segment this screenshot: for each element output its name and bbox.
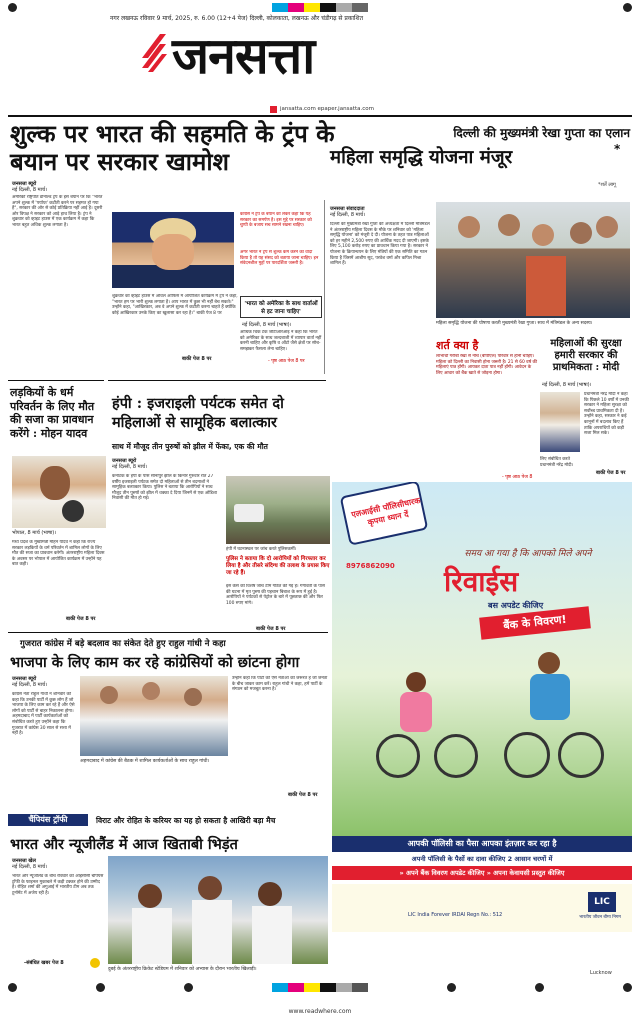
- mp-rule: [8, 380, 104, 381]
- ad-notice-pill: एलआईसी पॉलिसीधारक कृपया ध्यान दें: [350, 495, 422, 528]
- hampi-byline: जनसत्ता ब्यूरो: [112, 458, 137, 464]
- lead-headline: शुल्क पर भारत की सहमति के ट्रंप के बयान पर सरकार खामोश: [10, 119, 335, 176]
- ad-banner: आपकी पॉलिसी का पैसा आपका इंतज़ार कर रहा है: [332, 836, 632, 852]
- ad-phone[interactable]: 8976862090: [346, 562, 395, 570]
- cricket-body: भारत और न्यूजीलैंड के बीच रविवार को आईसीसी चैंपियंस ट्रॉफी के फाइनल मुकाबले में कड़ी टक्कर होने की उम्मीद है। रोहित शर्मा की अगुआई में भारतीय टीम अब तक टूर्नामेंट में अजेय रही है।: [12, 874, 104, 896]
- gujarat-caption: अहमदाबाद में कांग्रेस की बैठक में शामिल कार्यकर्ताओं के साथ राहुल गांधी।: [80, 759, 210, 764]
- masthead-rule: [8, 115, 632, 117]
- cricket-kicker: विराट और रोहित के करियर का यह हो सकता है आखिरी बड़ा मैच: [96, 816, 276, 825]
- column-rule: [324, 200, 325, 374]
- gujarat-body2: उन्होंने कहा कि पार्टी को ऐसे नेताओं की जरूरत है जो जनता के बीच जाकर काम करें। राहुल गांधी ने कहा, हमें पार्टी के संगठन को मजबूत करना है।: [232, 676, 328, 693]
- ad-footer-panel: [332, 884, 632, 932]
- ad-ribbon-1: बस अपडेट कीजिए: [488, 601, 544, 610]
- cricket-tag: चैंपियंस ट्रॉफी: [8, 814, 88, 826]
- conditions-more: - पृष्ठ आठ पेज 8: [502, 475, 533, 480]
- lead-body-col1: अमेरिकी राष्ट्रपति डोनाल्ड ट्रंप के इस बयान पर कि "भारत अपने शुल्क में 'पर्याप्त' कटौती करने पर सहमत हो गया है", सरकार की ओर से कोई प्रतिक्रिया नहीं आई है। दूसरी ओर विपक्ष ने सरकार को आड़े हाथ लिया है। ट्रंप ने शुक्रवार को व्हाइट हाउस में एक कार्यक्रम में कहा कि भारत बहुत अधिक शुल्क लगाता है।: [12, 195, 103, 228]
- hampi-body: कर्नाटक के हंपी के पास सानापुर झील के किनारे गुरुवार रात 27 वर्षीय इजराइली पर्यटक समेत दो महिलाओं से तीन बदमाशों ने सामूहिक बलात्कार किया। पुलिस ने बताया कि आरोपियों ने साथ मौजूद तीन पुरुषों को झील में धक्का दे दिया जिनमें से एक ओडिशा निवासी की मौत हो गई।: [112, 474, 217, 502]
- cricket-photo: [108, 856, 328, 964]
- ad-steps: » अपने बैंक विवरण अपडेट कीजिए » अपना केवायसी प्रस्तुत कीजिए: [332, 866, 632, 880]
- cm-conditions-note: *शर्तें लागू: [598, 182, 616, 188]
- ad-ribbon-2: बैंक के विवरण!: [479, 606, 591, 639]
- newspaper-logo: जनसत्ता: [172, 26, 315, 85]
- mohan-yadav-photo: [12, 456, 106, 528]
- ad-footer: LIC India Forever IRDAI Regn No.: 512: [408, 912, 503, 918]
- cm-byline: जनसत्ता संवाददाता: [330, 206, 365, 212]
- web-icon: [270, 106, 277, 113]
- cm-body: दिल्ली की मुख्यमंत्री रेखा गुप्ता की अध्यक्षता में दिल्ली मंत्रिमंडल ने अंतरराष्ट्रीय महिला दिवस के मौके पर शनिवार को 'महिला समृद्धि योजना' को मंजूरी दे दी। योजना के तहत पात्र महिलाओं को हर महीने 2,500 रुपए की आर्थिक मदद दी जाएगी। इसके लिए 5,100 करोड़ रुपए का प्रावधान किया गया है। सरकार ने योजना के क्रियान्वयन के लिए मंत्रियों की एक समिति का गठन किया है जिसमें आशीष सूद, परवेश वर्मा और कपिल मिश्रा शामिल हैं।: [330, 222, 430, 267]
- gujarat-dateline: नई दिल्ली, 8 मार्च।: [12, 682, 48, 688]
- cricket-byline: जनसत्ता खेल: [12, 858, 36, 864]
- ad-title: रिवाईस: [444, 565, 519, 598]
- cm-headline: महिला समृद्धि योजना मंजूर: [330, 147, 513, 168]
- ad-tagline: समय आ गया है कि आपको मिले अपने: [464, 549, 592, 559]
- lead-byline: जनसत्ता ब्यूरो: [12, 181, 37, 187]
- gujarat-photo: [80, 676, 228, 756]
- logo-stripes-icon: [140, 28, 168, 74]
- mp-body: मध्य प्रदेश के मुख्यमंत्री मोहन यादव ने कहा कि राज्य सरकार लड़कियों के धर्म परिवर्तन में शामिल लोगों के लिए मौत की सजा का प्रावधान करेगी। अंतरराष्ट्रीय महिला दिवस के अवसर पर भोपाल में आयोजित कार्यक्रम में उन्होंने यह बात कही।: [12, 540, 105, 568]
- hampi-pullout: पुलिस ने बताया कि दो आरोपियों को गिरफ्तार कर लिया है और तीसरे संदिग्ध की तलाश के प्रयास किए जा रहे हैं।: [226, 556, 330, 576]
- modi-caption: लिए संबोधित करते प्रधानमंत्री नरेंद्र मोदी।: [540, 457, 574, 468]
- cricket-caption: दुबई के अंतरराष्ट्रीय क्रिकेट स्टेडियम में शनिवार को अभ्यास के दौरान भारतीय खिलाड़ी।: [108, 967, 257, 972]
- mp-more: बाकी पेज 8 पर: [66, 616, 96, 622]
- modi-body: प्रधानमंत्री नरेंद्र मोदी ने कहा कि पिछले 10 वर्षों में उनकी सरकार ने महिला सुरक्षा को सर्वोच्च प्राथमिकता दी है। उन्होंने कहा, सरकार ने कई कानूनों में बदलाव किए हैं ताकि अपराधियों को कड़ी सजा मिल सके।: [584, 392, 629, 437]
- lead-pullout-1: कांग्रेस ने ट्रंप के बयान को लेकर कहा कि यह सरकार का समर्पण है। इस मुद्दे पर सरकार को चुप्पी के बजाय सच सामने रखना चाहिए।: [240, 212, 312, 229]
- hampi-rule: [108, 380, 326, 381]
- cricket-headline: भारत और न्यूजीलैंड में आज खिताबी भिड़ंत: [10, 836, 238, 853]
- ad-sub: अपनी पॉलिसी के पैसों का दावा कीजिए 2 आसान चरणों में: [411, 855, 553, 863]
- trump-photo: [112, 212, 234, 288]
- footer-url[interactable]: www.readwhere.com: [288, 1008, 352, 1015]
- lead-more: बाकी पेज 8 पर: [182, 356, 212, 362]
- website[interactable]: jansatta.com epaper.jansatta.com: [280, 106, 374, 112]
- registration-marks-bottom: [8, 982, 632, 992]
- lic-logo: LIC: [588, 892, 616, 912]
- gujarat-more: बाकी पेज 8 पर: [288, 792, 318, 798]
- mp-headline: लड़कियों के धर्म परिवर्तन के लिए मौत की सजा का प्रावधान करेंगे : मोहन यादव: [10, 386, 95, 440]
- hampi-dateline: नई दिल्ली, 8 मार्च।: [112, 464, 148, 470]
- hampi-body2: इस केस की विशेष जांच टीम गठित की गई है। गंगावती के पास की घटना में मृत पुरुष की पहचान बिबाश के रूप में हुई है। आरोपियों ने पर्यटकों से पेट्रोल के बारे में पूछताछ की और फिर 100 रुपए मांगे।: [226, 584, 325, 606]
- lead-quote-dateline: नई दिल्ली, 8 मार्च (भाषा)।: [242, 322, 292, 328]
- conditions-title: शर्त क्या है: [436, 339, 479, 352]
- modi-dateline: नई दिल्ली, 8 मार्च (भाषा)।: [542, 382, 592, 388]
- hampi-deck: साथ में मौजूद तीन पुरुषों को झील में फेंका, एक की मौत: [112, 442, 268, 451]
- cm-photo-caption: महिला समृद्धि योजना की घोषणा करती मुख्यमंत्री रेखा गुप्ता। साथ में मंत्रिमंडल के अन्य सदस्य।: [436, 321, 593, 326]
- gujarat-rule: [8, 632, 328, 633]
- edition-city: Lucknow: [590, 970, 612, 976]
- ad-cyclists-illustration: [376, 672, 466, 782]
- lic-advertisement[interactable]: [332, 482, 632, 836]
- cm-asterisk: *: [614, 142, 621, 156]
- gujarat-headline: भाजपा के लिए काम कर रहे कांग्रेसियों को छांटना होगा: [10, 654, 300, 671]
- hampi-headline: हंपी : इजराइली पर्यटक समेत दो महिलाओं से सामूहिक बलात्कार: [112, 395, 284, 431]
- lead-dateline: नई दिल्ली, 8 मार्च।: [12, 187, 48, 193]
- modi-headline: महिलाओं की सुरक्षा हमारी सरकार की प्राथमिकता : मोदी: [550, 338, 622, 373]
- hampi-photo: [226, 476, 330, 544]
- lead-pullout-2: अगर भारत ने ट्रंप से शुल्क कम करने का वादा किया है तो यह संसद को बताया जाना चाहिए। इन संवेदनशील मुद्दों पर पारदर्शिता जरूरी है।: [240, 250, 319, 267]
- lic-subtitle: भारतीय जीवन बीमा निगम: [579, 915, 621, 920]
- lead-body-col2: शुक्रवार को व्हाइट हाउस में ओवल ऑफिस में आयोजित कार्यक्रम में ट्रंप ने कहा, "भारत हम पर भारी शुल्क लगाता है। आप भारत में कुछ भी नहीं बेच सकते।" उन्होंने कहा, "आखिरकार, अब वे अपने शुल्क में कटौती करना चाहते हैं क्योंकि कोई आखिरकार उनके किए का खुलासा कर रहा है।" बाकी पेज 8 पर: [112, 294, 238, 316]
- registration-marks-top: [8, 2, 632, 12]
- cricket-more: -संबंधित खबर पेज 8: [24, 960, 64, 966]
- lead-quote-body: आर्थिक थिंक टैंक जीटीआरआइ ने कहा कि भारत को अमेरिका के साथ जल्दबाजी में व्यापार वार्ता नहीं करनी चाहिए और कृषि व ऑटो जैसे क्षेत्रों पर सोच-समझकर फैसला लेना चाहिए।: [240, 330, 322, 352]
- gujarat-byline: जनसत्ता ब्यूरो: [12, 676, 37, 682]
- gujarat-kicker: गुजरात कांग्रेस में बड़े बदलाव का संकेत देते हुए राहुल गांधी ने कहा: [20, 639, 226, 649]
- dateline-bar: नगर लखनऊ रविवार 9 मार्च, 2025, रु. 6.00 (12+4 पेज) दिल्ली, कोलकाता, लखनऊ और चंडीगढ़ से प्रकाशित: [110, 15, 363, 22]
- lead-quote-more: - पृष्ठ आठ पेज 8 पर: [268, 359, 305, 364]
- hampi-caption: हंपी में घटनास्थल पर जांच करते पुलिसकर्मी।: [226, 547, 297, 552]
- modi-photo: [540, 392, 580, 452]
- cm-dateline: नई दिल्ली, 8 मार्च।: [330, 212, 366, 218]
- gujarat-body: कांग्रेस नेता राहुल गांधी ने शनिवार को कहा कि उनकी पार्टी में कुछ लोग हैं जो भाजपा के लिए काम कर रहे हैं और ऐसे लोगों को पार्टी से बाहर निकालना होगा। अहमदाबाद में पार्टी कार्यकर्ताओं को संबोधित करते हुए उन्होंने कहा कि गुजरात में कांग्रेस 30 साल से सत्ता में नहीं है।: [12, 692, 75, 737]
- ad-cyclist-man: [502, 652, 602, 782]
- hampi-more: बाकी पेज 8 पर: [256, 626, 286, 632]
- mp-dateline: भोपाल, 8 मार्च (भाषा)।: [12, 530, 57, 536]
- cricket-dateline: नई दिल्ली, 8 मार्च।: [12, 864, 48, 870]
- cm-kicker: दिल्ली की मुख्यमंत्री रेखा गुप्ता का एलान: [453, 126, 630, 140]
- modi-more: बाकी पेज 8 पर: [596, 470, 626, 476]
- lead-quote-box: 'भारत को अमेरिका के साथ वार्ताओं से हट जाना चाहिए': [240, 296, 322, 318]
- cricket-arrow-icon: [90, 958, 100, 968]
- cm-photo: [436, 202, 630, 318]
- conditions-body: लाभार्थी गरीबी रेखा से नीचे (बीपीएल) परिवार से होनी चाहिए। महिला को दिल्ली का निवासी होना जरूरी है। 21 से 60 वर्ष की महिलाएं पात्र होंगी। आयकर दाता पात्र नहीं होंगी। आवेदन के लिए आधार को बैंक खाते से जोड़ना होगा।: [436, 354, 538, 376]
